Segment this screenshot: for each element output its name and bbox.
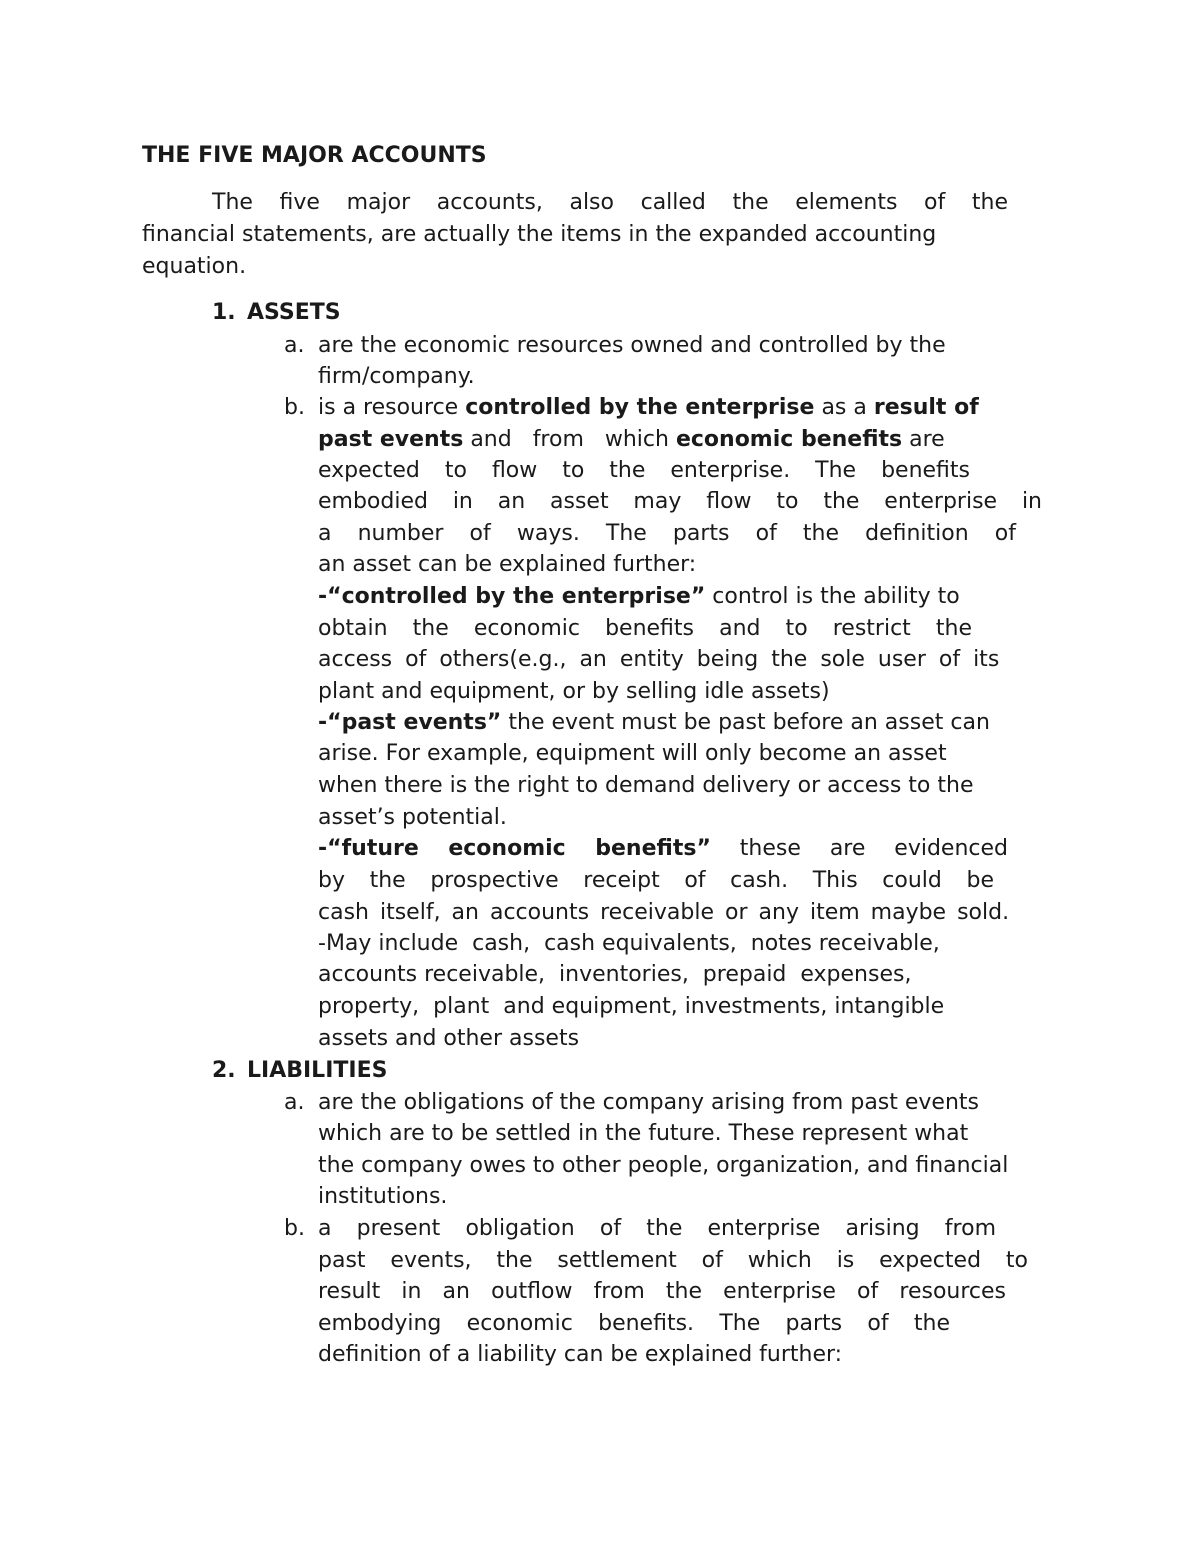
- definition-part-line: by the prospective receipt of cash. This could be: [318, 868, 994, 893]
- list-item-line: past events, the settlement of which is expected to: [318, 1248, 1028, 1273]
- definition-part-line: cash itself, an accounts receivable or any item maybe sold.: [318, 900, 1010, 925]
- section-number: 1.: [212, 300, 236, 325]
- bold-term: economic benefits: [675, 427, 903, 452]
- include-line: property, plant and equipment, investments, intangible: [318, 994, 945, 1019]
- list-marker: b.: [284, 1216, 305, 1241]
- bold-term: result of: [873, 395, 979, 420]
- list-marker: a.: [284, 333, 305, 358]
- page-title: THE FIVE MAJOR ACCOUNTS: [142, 143, 487, 168]
- definition-part-line: [318, 584, 960, 610]
- include-line: -May include cash, cash equivalents, notes receivable,: [318, 931, 940, 956]
- section-heading: ASSETS: [247, 300, 341, 325]
- list-marker: a.: [284, 1090, 305, 1115]
- list-item-line: result in an outflow from the enterprise of resources: [318, 1279, 1006, 1304]
- list-item-line: expected to flow to the enterprise. The benefits: [318, 458, 970, 483]
- bold-term: controlled by the enterprise: [465, 395, 815, 420]
- bold-term: -“controlled by the enterprise”: [318, 584, 706, 609]
- list-item-line: [318, 395, 979, 421]
- intro-line: equation.: [142, 254, 247, 279]
- definition-part-line: obtain the economic benefits and to restrict the: [318, 616, 972, 641]
- definition-part-line: access of others(e.g., an entity being the sole user of its: [318, 647, 1000, 672]
- list-item-line: the company owes to other people, organization, and financial: [318, 1153, 1009, 1178]
- intro-line: financial statements, are actually the items in the expanded accounting: [142, 222, 937, 247]
- section-heading: LIABILITIES: [247, 1058, 388, 1083]
- list-item-line: are the economic resources owned and controlled by the: [318, 333, 946, 358]
- list-item-line: institutions.: [318, 1184, 448, 1209]
- list-item-line: firm/company.: [318, 364, 475, 389]
- include-line: accounts receivable, inventories, prepaid expenses,: [318, 962, 912, 987]
- section-number: 2.: [212, 1058, 236, 1083]
- list-marker: b.: [284, 395, 305, 420]
- text-run: as a: [814, 395, 874, 420]
- list-item-line: [318, 427, 945, 453]
- bold-term: -“past events”: [318, 710, 502, 735]
- definition-part-line: asset’s potential.: [318, 805, 507, 830]
- list-item-line: a present obligation of the enterprise arising from: [318, 1216, 996, 1241]
- list-item-line: which are to be settled in the future. These represent what: [318, 1121, 969, 1146]
- bold-term: past events: [318, 427, 464, 452]
- text-run: the event must be past before an asset can: [501, 710, 990, 735]
- text-run: and from which: [463, 427, 676, 452]
- list-item-line: definition of a liability can be explained further:: [318, 1342, 843, 1367]
- intro-line: The five major accounts, also called the elements of the: [212, 190, 1008, 215]
- text-run: these are evidenced: [710, 836, 1008, 861]
- list-item-line: embodied in an asset may flow to the enterprise in: [318, 489, 1042, 514]
- text-run: control is the ability to: [705, 584, 960, 609]
- include-line: assets and other assets: [318, 1026, 580, 1051]
- definition-part-line: arise. For example, equipment will only become an asset: [318, 741, 947, 766]
- definition-part-line: when there is the right to demand delivery or access to the: [318, 773, 974, 798]
- text-run: are: [902, 427, 945, 452]
- definition-part-line: plant and equipment, or by selling idle assets): [318, 679, 830, 704]
- list-item-line: a number of ways. The parts of the definition of: [318, 521, 1016, 546]
- text-run: is a resource: [318, 395, 466, 420]
- list-item-line: are the obligations of the company arising from past events: [318, 1090, 979, 1115]
- list-item-line: an asset can be explained further:: [318, 552, 697, 577]
- list-item-line: embodying economic benefits. The parts of the: [318, 1311, 950, 1336]
- bold-term: -“future economic benefits”: [318, 836, 711, 861]
- definition-part-line: [318, 710, 990, 736]
- definition-part-line: [318, 836, 1008, 862]
